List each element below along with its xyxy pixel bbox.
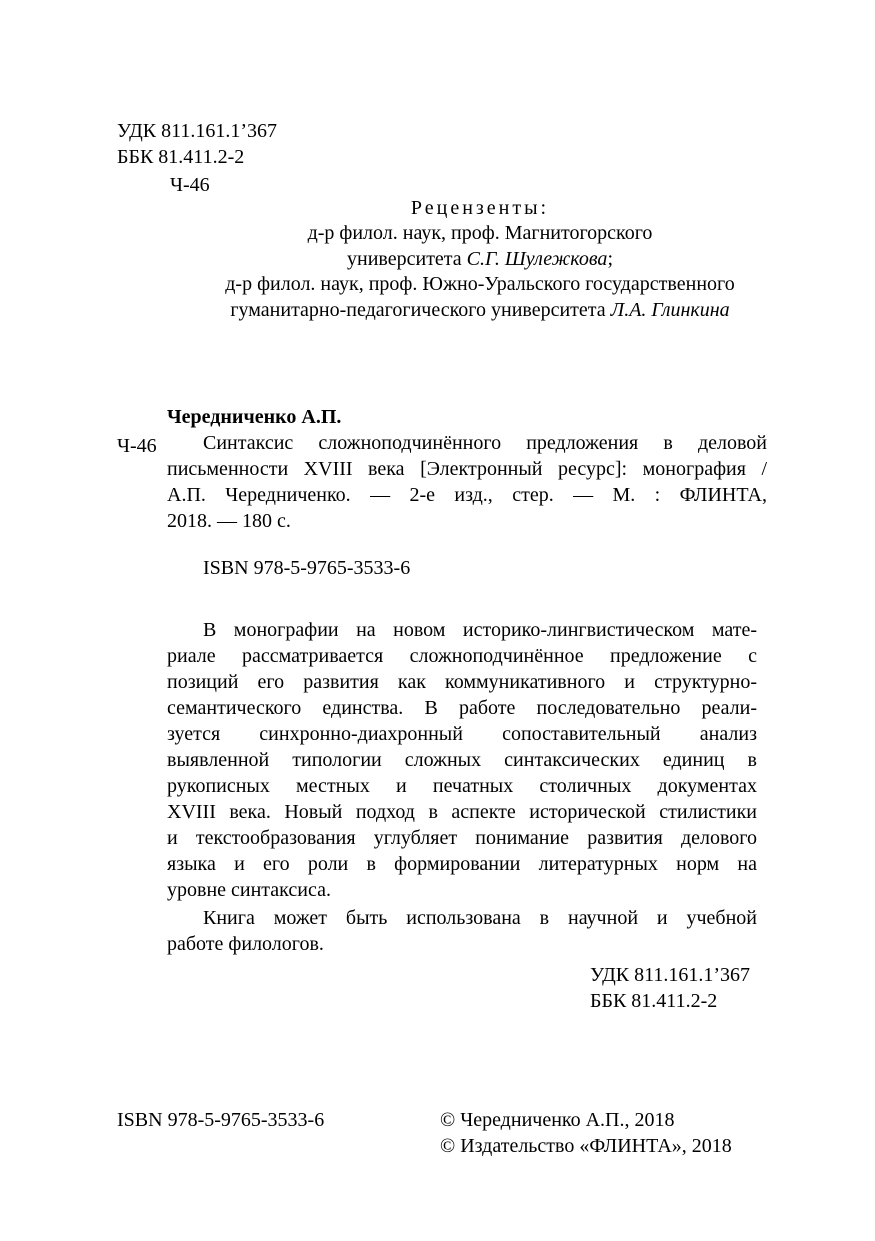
reviewer-2-line-1: д-р филол. наук, проф. Южно-Уральского государственного xyxy=(225,273,735,295)
catalog-author: Чередниченко А.П. xyxy=(167,406,342,428)
author-sign: Ч-46 xyxy=(170,174,210,196)
reviewer-2-name: Л.А. Глинкина xyxy=(610,299,730,321)
reviewer-2-line-2 xyxy=(115,297,845,323)
reviewers-heading: Рецензенты: xyxy=(410,197,550,219)
abstract-line: рукописных местных и печатных столичных документах xyxy=(167,775,757,797)
copyright-publisher: © Издательство «ФЛИНТА», 2018 xyxy=(440,1135,732,1157)
catalog-line: Синтаксис сложноподчинённого предложения в деловой xyxy=(203,432,767,454)
abstract-line: XVIII века. Новый подход в аспекте исторической стилистики xyxy=(167,801,757,823)
abstract-line: и текстообразования углубляет понимание развития делового xyxy=(167,827,757,849)
abstract-line: уровне синтаксиса. xyxy=(167,879,331,901)
catalog-isbn: ISBN 978-5-9765-3533-6 xyxy=(203,557,411,579)
abstract-line: зуется синхронно-диахронный сопоставительный анализ xyxy=(167,723,757,745)
abstract-line: языка и его роли в формировании литературных норм на xyxy=(167,853,757,875)
catalog-sign: Ч-46 xyxy=(117,435,157,457)
catalog-line: А.П. Чередниченко. — 2-е изд., стер. — М. : ФЛИНТА, xyxy=(167,484,767,506)
bbk-code: ББК 81.411.2-2 xyxy=(117,146,245,168)
abstract-bbk-code: ББК 81.411.2-2 xyxy=(590,990,718,1012)
abstract-line: риале рассматривается сложноподчинённое предложение с xyxy=(167,645,757,667)
abstract-line: позиций его развития как коммуникативного и структурно- xyxy=(167,671,757,693)
copyright-author: © Чередниченко А.П., 2018 xyxy=(440,1109,675,1131)
footer-isbn: ISBN 978-5-9765-3533-6 xyxy=(117,1109,325,1131)
reviewer-1-line-1: д-р филол. наук, проф. Магнитогорского xyxy=(307,222,653,244)
abstract-line: семантического единства. В работе последовательно реали- xyxy=(167,697,757,719)
abstract-usage-line: работе филологов. xyxy=(167,933,324,955)
reviewer-1-line-2 xyxy=(115,246,845,272)
reviewer-1-name: С.Г. Шулежкова xyxy=(466,248,608,270)
reviewer-1-separator: ; xyxy=(607,248,613,270)
abstract-line: В монографии на новом историко-лингвистическом мате- xyxy=(203,619,757,641)
reviewer-1-affiliation: университета xyxy=(347,248,467,270)
catalog-line: письменности XVIII века [Электронный ресурс]: монография / xyxy=(167,458,767,480)
abstract-line: выявленной типологии сложных синтаксических единиц в xyxy=(167,749,757,771)
udk-code: УДК 811.161.1’367 xyxy=(117,120,278,142)
abstract-udk-code: УДК 811.161.1’367 xyxy=(590,964,751,986)
catalog-line: 2018. — 180 с. xyxy=(167,510,291,532)
abstract-usage-line: Книга может быть использована в научной и учебной xyxy=(203,907,757,929)
reviewer-2-affiliation: гуманитарно-педагогического университета xyxy=(230,299,611,321)
